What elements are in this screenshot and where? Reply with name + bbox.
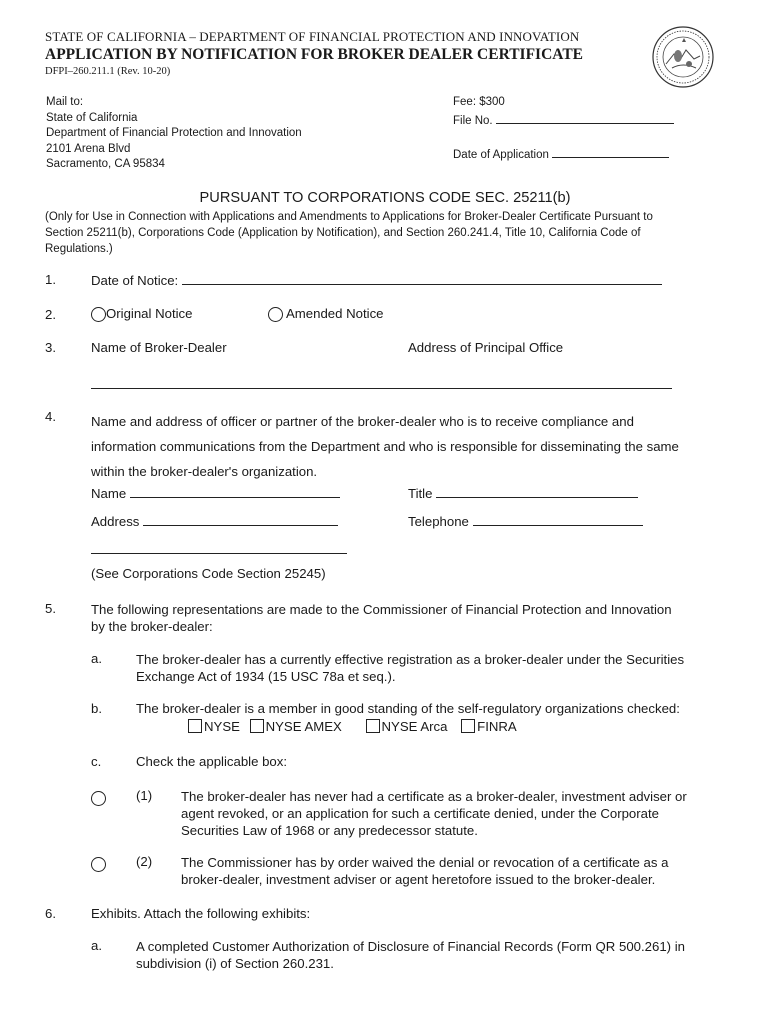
representation-2-line-2: broker-dealer, investment adviser or agent heretofore issued to the broker-dealer. xyxy=(181,872,656,887)
nyse-amex-label: NYSE AMEX xyxy=(265,719,342,734)
nyse-option[interactable] xyxy=(188,719,240,734)
item-5a-line-2: Exchange Act of 1934 (15 USC 78a et seq.). xyxy=(136,669,396,684)
broker-dealer-name-label: Name of Broker-Dealer xyxy=(91,340,227,355)
item-5a-label: a. xyxy=(91,651,102,666)
representation-1-radio[interactable] xyxy=(91,791,106,806)
original-notice-option[interactable] xyxy=(91,306,193,322)
california-state-seal-icon xyxy=(652,26,714,88)
mail-to-label: Mail to: xyxy=(46,96,84,108)
finra-label: FINRA xyxy=(477,719,517,734)
representation-2-number: (2) xyxy=(136,854,153,869)
item-5-number: 5. xyxy=(45,601,56,616)
officer-telephone-label: Telephone xyxy=(408,514,469,529)
date-of-application-field[interactable] xyxy=(552,145,669,158)
item-5-line-1: The following representations are made to the Commissioner of Financial Protection and Innovation xyxy=(91,602,672,617)
representation-1-line-1: The broker-dealer has never had a certificate as a broker-dealer, investment adviser or xyxy=(181,789,687,804)
item-5c-label: c. xyxy=(91,754,102,769)
amended-notice-label: Amended Notice xyxy=(286,306,384,321)
date-of-notice-field[interactable] xyxy=(182,272,662,285)
officer-telephone-field[interactable] xyxy=(473,513,643,526)
officer-title-label: Title xyxy=(408,486,433,501)
finra-checkbox[interactable] xyxy=(461,719,475,733)
sro-checkbox-row xyxy=(188,719,517,734)
date-of-application-label: Date of Application xyxy=(453,148,549,161)
officer-name-label: Name xyxy=(91,486,127,501)
nyse-checkbox[interactable] xyxy=(188,719,202,733)
item-2-number: 2. xyxy=(45,307,56,322)
officer-title-field[interactable] xyxy=(436,485,638,498)
representation-2-radio[interactable] xyxy=(91,857,106,872)
exhibit-a-label: a. xyxy=(91,938,102,953)
mail-to-city: Sacramento, CA 95834 xyxy=(46,158,165,170)
agency-heading: STATE OF CALIFORNIA – DEPARTMENT OF FINANCIAL PROTECTION AND INNOVATION xyxy=(45,29,580,44)
mail-to-street: 2101 Arena Blvd xyxy=(46,142,131,155)
see-code-note: (See Corporations Code Section 25245) xyxy=(91,566,326,581)
representation-2-line-1: The Commissioner has by order waived the denial or revocation of a certificate as a xyxy=(181,855,669,870)
officer-address-field[interactable] xyxy=(143,513,338,526)
file-no-field[interactable] xyxy=(496,111,674,124)
intro-line-3: Regulations.) xyxy=(45,243,113,255)
original-notice-radio[interactable] xyxy=(91,307,106,322)
item-5b-line-1: The broker-dealer is a member in good standing of the self-regulatory organizations checked: xyxy=(136,701,680,716)
item-4-line-3: within the broker-dealer's organization. xyxy=(91,464,318,479)
nyse-arca-label: NYSE Arca xyxy=(381,719,448,734)
form-title: APPLICATION BY NOTIFICATION FOR BROKER DEALER CERTIFICATE xyxy=(45,46,583,63)
representation-1-line-2: agent revoked, or an application for such a certificate denied, under the Corporate xyxy=(181,806,659,821)
section-title: PURSUANT TO CORPORATIONS CODE SEC. 25211(b) xyxy=(199,190,571,206)
intro-line-2: Section 25211(b), Corporations Code (Application by Notification), and Section 260.241.4, Title 10, California Code of xyxy=(45,227,641,239)
nyse-arca-checkbox[interactable] xyxy=(366,719,380,733)
officer-name-field[interactable] xyxy=(130,485,340,498)
nyse-amex-checkbox[interactable] xyxy=(250,719,264,733)
item-6-line-1: Exhibits. Attach the following exhibits: xyxy=(91,906,311,921)
item-4-number: 4. xyxy=(45,409,56,424)
item-4-line-2: information communications from the Department and who is responsible for disseminating the same xyxy=(91,439,679,454)
item-5b-label: b. xyxy=(91,701,102,716)
nyse-amex-option[interactable] xyxy=(250,719,342,734)
original-notice-label: Original Notice xyxy=(106,306,193,321)
broker-dealer-info-field[interactable] xyxy=(91,388,672,389)
exhibit-a-line-1: A completed Customer Authorization of Disclosure of Financial Records (Form QR 500.261) in xyxy=(136,939,685,954)
officer-address-label: Address xyxy=(91,514,140,529)
mail-to-state: State of California xyxy=(46,111,138,124)
item-6-number: 6. xyxy=(45,906,56,921)
form-number: DFPI–260.211.1 (Rev. 10-20) xyxy=(45,66,171,77)
officer-address-line-2-field[interactable] xyxy=(91,553,347,554)
item-5a-line-1: The broker-dealer has a currently effective registration as a broker-dealer under the Securities xyxy=(136,652,685,667)
file-no-label: File No. xyxy=(453,114,493,127)
item-3-number: 3. xyxy=(45,340,56,355)
principal-office-label: Address of Principal Office xyxy=(408,340,564,355)
date-of-notice-label: Date of Notice: xyxy=(91,273,179,288)
representation-1-number: (1) xyxy=(136,788,153,803)
fee-amount: Fee: $300 xyxy=(453,96,505,108)
item-4-line-1: Name and address of officer or partner of the broker-dealer who is to receive compliance and xyxy=(91,414,634,429)
representation-1-line-3: Securities Law of 1968 or any predecessor statute. xyxy=(181,823,478,838)
amended-notice-radio[interactable] xyxy=(268,307,283,322)
exhibit-a-line-2: subdivision (i) of Section 260.231. xyxy=(136,956,334,971)
item-5-line-2: by the broker-dealer: xyxy=(91,619,213,634)
intro-line-1: (Only for Use in Connection with Applications and Amendments to Applications for Broker-Dealer Certificate Pursuant to xyxy=(45,211,653,223)
item-1-number: 1. xyxy=(45,272,56,287)
mail-to-department: Department of Financial Protection and Innovation xyxy=(46,127,302,139)
amended-notice-option[interactable] xyxy=(268,306,384,322)
item-5c-line-1: Check the applicable box: xyxy=(136,754,288,769)
finra-option[interactable] xyxy=(461,719,517,734)
nyse-arca-option[interactable] xyxy=(366,719,448,734)
nyse-label: NYSE xyxy=(204,719,240,734)
